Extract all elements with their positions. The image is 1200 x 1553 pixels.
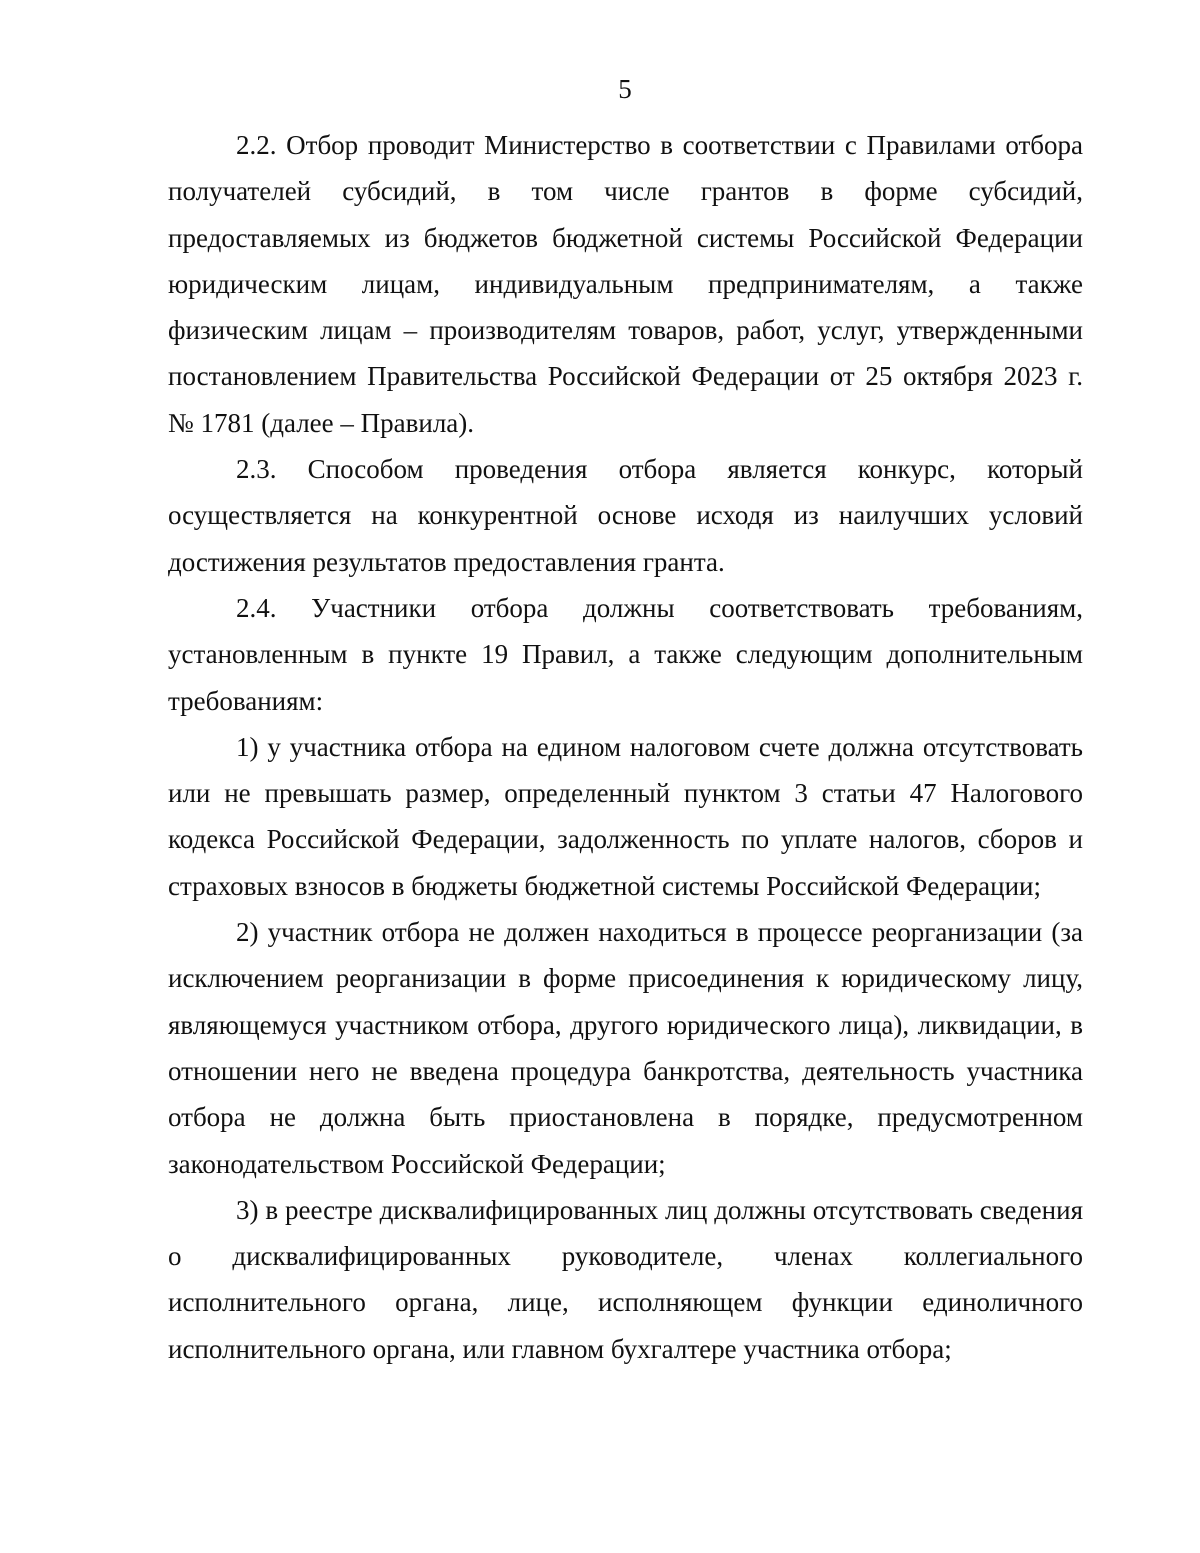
list-item-3: 3) в реестре дисквалифицированных лиц должны отсутствовать сведения о дисквалифицированных руководителе, членах коллегиального исполнительного органа, лице, исполняющем функции единоличного исполнительного органа, или главном бухгалтере участника отбора; (168, 1194, 1083, 1364)
paragraph-2-4: 2.4. Участники отбора должны соответствовать требованиям, установленным в пункте 19 Правил, а также следующим дополнительным требованиям: (168, 592, 1083, 716)
paragraph-2-2: 2.2. Отбор проводит Министерство в соответствии с Правилами отбора получателей субсидий, в том числе грантов в форме субсидий, предоставляемых из бюджетов бюджетной системы Российской Федерации юридическим лицам, индивидуальным предпринимателям, а также физическим лицам – производителям товаров, работ, услуг, утвержденными постановлением Правительства Российской Федерации от 25 октября 2023 г. № 1781 (далее – Правила). (168, 130, 1083, 438)
page-number: 5 (618, 74, 632, 104)
list-item-2: 2) участник отбора не должен находиться в процессе реорганизации (за исключением реорганизации в форме присоединения к юридическому лицу, являющемуся участником отбора, другого юридического лица), ликвидации, в отношении него не введена процедура банкротства, деятельность участника отбора не должна быть приостановлена в порядке, предусмотренном законодательством Российской Федерации; (168, 917, 1083, 1179)
paragraph-2-3: 2.3. Способом проведения отбора является конкурс, который осуществляется на конкурентной основе исходя из наилучших условий достижения результатов предоставления гранта. (168, 454, 1083, 577)
document-body (168, 122, 1083, 1372)
list-item-1: 1) у участника отбора на едином налоговом счете должна отсутствовать или не превышать размер, определенный пунктом 3 статьи 47 Налогового кодекса Российской Федерации, задолженность по уплате налогов, сборов и страховых взносов в бюджеты бюджетной системы Российской Федерации; (168, 731, 1083, 901)
